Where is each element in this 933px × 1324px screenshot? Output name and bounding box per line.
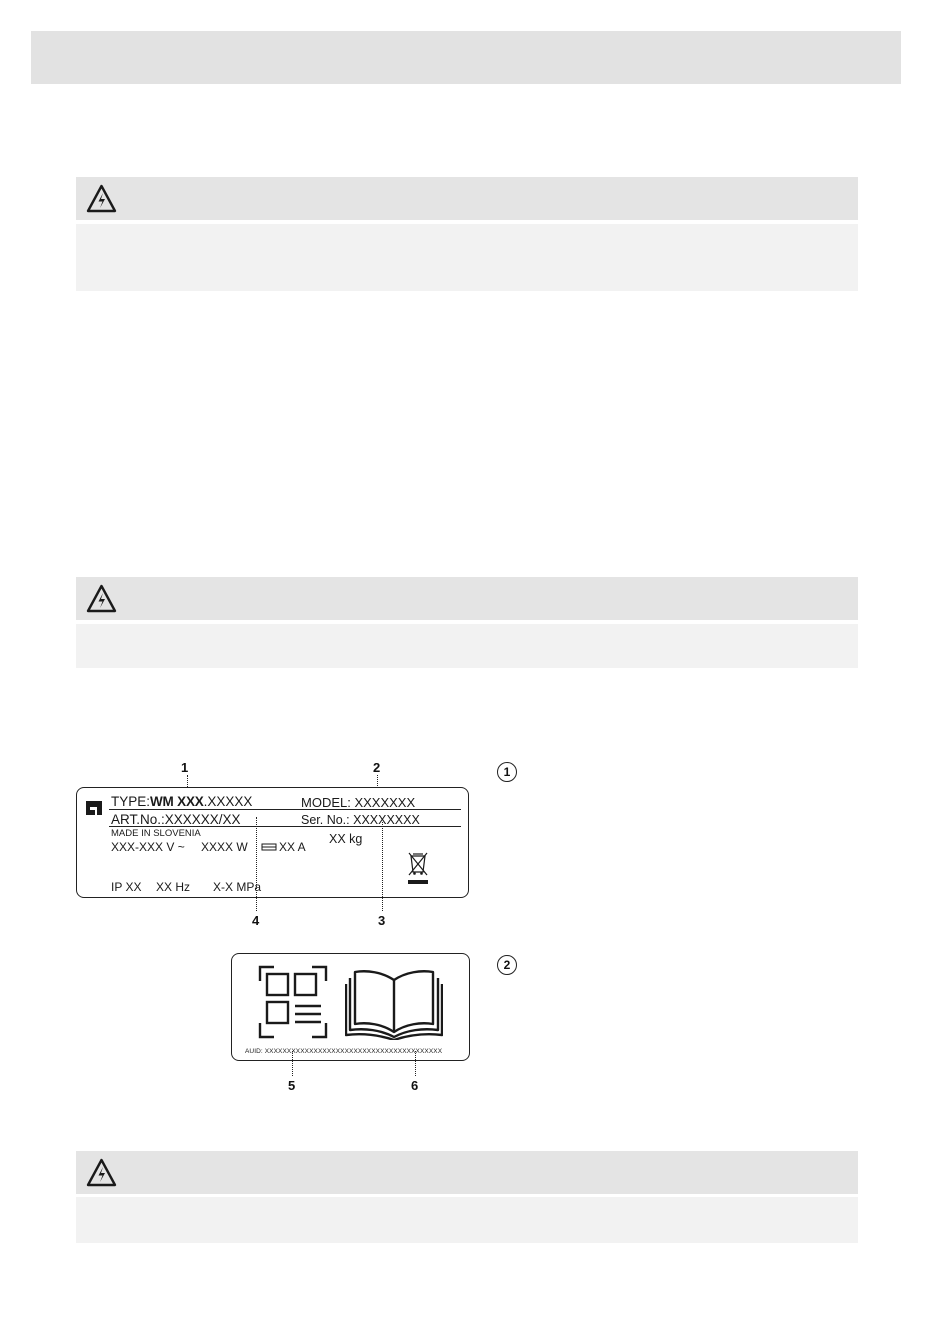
art-no-field: ART.No.:XXXXXX/XX bbox=[111, 812, 241, 827]
electric-hazard-icon bbox=[86, 184, 117, 213]
warning-body-3 bbox=[76, 1197, 858, 1243]
page-header-bar bbox=[31, 31, 901, 84]
callout-3: 3 bbox=[378, 913, 386, 928]
warning-header-1 bbox=[76, 177, 858, 220]
fuse-field: XX A bbox=[279, 840, 306, 854]
leader-line-5 bbox=[292, 1051, 293, 1076]
callout-6: 6 bbox=[411, 1078, 419, 1093]
electric-hazard-icon bbox=[86, 1158, 117, 1187]
auid-field: AUID: XXXXXXXXXXXXXXXXXXXXXXXXXXXXXXXXXXXXXXXX bbox=[245, 1048, 443, 1055]
warning-body-1 bbox=[76, 224, 858, 291]
leader-line-4 bbox=[256, 817, 257, 911]
frequency-field: XX Hz bbox=[156, 880, 191, 894]
warning-header-2 bbox=[76, 577, 858, 620]
callout-5: 5 bbox=[288, 1078, 296, 1093]
auxiliary-plate bbox=[231, 953, 470, 1061]
weee-bin-icon bbox=[406, 850, 430, 886]
leader-line-3 bbox=[382, 822, 383, 911]
brand-logo-icon bbox=[84, 799, 104, 817]
power-field: XXXX W bbox=[201, 840, 248, 854]
plate-rule-2 bbox=[109, 826, 461, 827]
model-field: MODEL: XXXXXXX bbox=[301, 795, 416, 810]
voltage-field: XXX-XXX V ~ bbox=[111, 840, 185, 854]
pressure-field: X-X MPa bbox=[213, 880, 262, 894]
ip-rating-field: IP XX bbox=[111, 880, 142, 894]
rating-plate bbox=[76, 787, 469, 898]
made-in-field: MADE IN SLOVENIA bbox=[111, 828, 201, 839]
electric-hazard-icon bbox=[86, 584, 117, 613]
plate-marker-2: 2 bbox=[497, 955, 517, 975]
warning-header-3 bbox=[76, 1151, 858, 1194]
leader-line-6 bbox=[415, 1051, 416, 1076]
ser-no-field: Ser. No.: XXXXXXXX bbox=[301, 813, 420, 827]
plate-rule-1 bbox=[109, 809, 461, 810]
callout-1: 1 bbox=[181, 760, 189, 775]
type-field: TYPE:WM XXX.XXXXX bbox=[111, 794, 253, 809]
weight-field: XX kg bbox=[329, 832, 363, 846]
plate-marker-1: 1 bbox=[497, 762, 517, 782]
callout-4: 4 bbox=[252, 913, 260, 928]
manual-book-icon bbox=[345, 964, 443, 1040]
callout-2: 2 bbox=[373, 760, 381, 775]
fuse-icon bbox=[261, 843, 277, 851]
warning-body-2 bbox=[76, 624, 858, 668]
qr-code-icon bbox=[258, 965, 328, 1039]
